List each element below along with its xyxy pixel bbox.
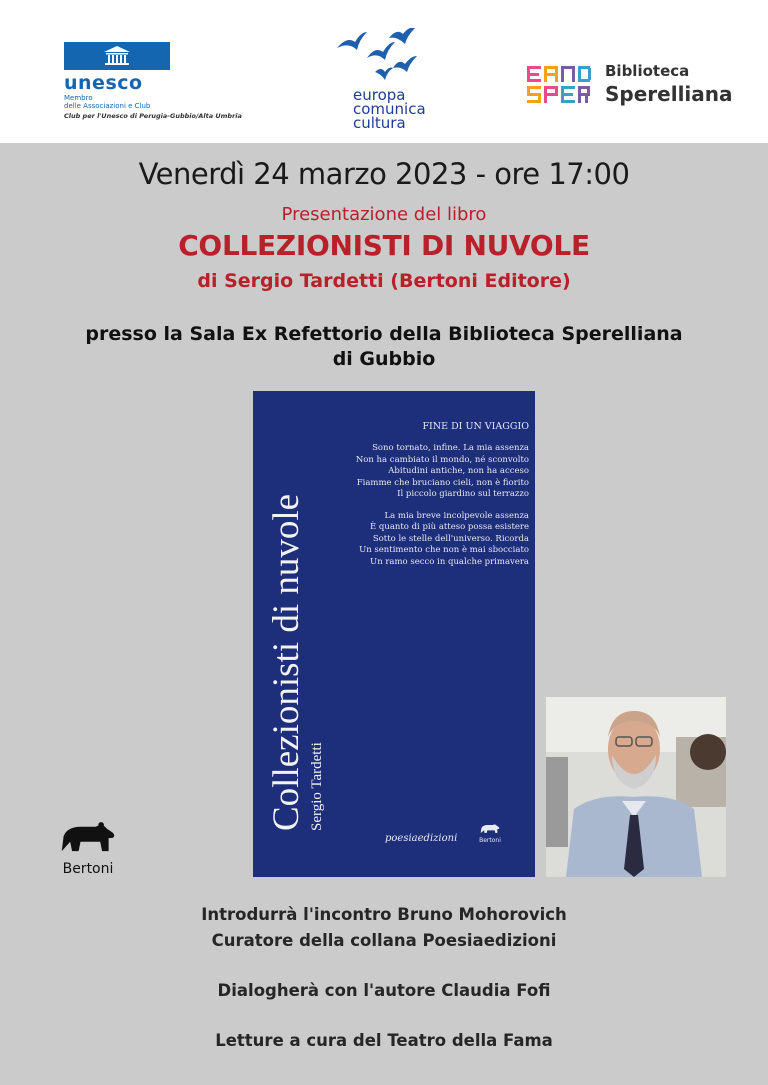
book-title: COLLEZIONISTI DI NUVOLE: [178, 229, 590, 262]
biblioteca-label: Biblioteca: [605, 62, 690, 80]
credits: [0, 902, 768, 1054]
poem-line: Sotto le stelle dell'universo. Ricorda: [372, 533, 529, 544]
europa-comunica-cultura-logo: [333, 28, 443, 130]
cover-series-label: poesiaedizioni: [385, 833, 458, 844]
credits-readings: Letture a cura del Teatro della Fama: [215, 1031, 553, 1050]
poem-title: FINE DI UN VIAGGIO: [422, 421, 529, 432]
poem-line: Il piccolo giardino sul terrazzo: [397, 489, 529, 499]
credits-spacer: [0, 1004, 768, 1028]
author-line: di Sergio Tardetti (Bertoni Editore): [197, 270, 571, 292]
poem-line: La mia breve incolpevole assenza: [384, 510, 529, 521]
bear-icon: [58, 821, 118, 855]
cover-vertical-title: Collezionisti di nuvole: [266, 493, 307, 831]
venue-line1: presso la Sala Ex Refettorio della Biblioteca Sperelliana: [85, 323, 683, 345]
poem-line: È quanto di più atteso possa esistere: [370, 522, 529, 532]
venue-line2: di Gubbio: [332, 348, 436, 370]
poem-stanza-gap: [329, 501, 529, 511]
venue: [0, 322, 768, 372]
unesco-temple-icon: [64, 42, 170, 70]
credits-intro-line2: Curatore della collana Poesiaedizioni: [211, 931, 557, 950]
poem-line: Fiamme che bruciano cieli, non è fiorito: [356, 477, 529, 488]
cover-vertical-author: Sergio Tardetti: [309, 742, 325, 831]
poem-line: Non ha cambiato il mondo, né sconvolto: [355, 454, 529, 465]
unesco-member-line2: delle Associazioni e Club: [64, 102, 151, 110]
europa-line1: europa: [353, 86, 406, 104]
sperelliana-label: Sperelliana: [605, 82, 733, 106]
credits-dialogue: Dialogherà con l'autore Claudia Fofi: [217, 981, 551, 1000]
cover-publisher-logo: [478, 823, 502, 844]
unesco-club-line: Club per l'Unesco di Perugia-Gubbio/Alta Umbria: [64, 112, 242, 120]
biblioteca-sperelliana-logo: [525, 62, 733, 110]
credits-spacer: [0, 954, 768, 978]
poem-text: [329, 443, 529, 568]
poem-line: Abitudini antiche, non ha acceso: [388, 466, 529, 476]
author-photo: [546, 697, 726, 877]
bertoni-label: Bertoni: [62, 861, 114, 877]
book-cover: [253, 391, 535, 877]
unesco-member-line1: Membro: [64, 94, 93, 102]
bertoni-logo: [56, 821, 120, 877]
cover-publisher-label: Bertoni: [479, 837, 501, 844]
bear-icon: [479, 823, 501, 835]
poem-line: Un sentimento che non è mai sbocciato: [359, 545, 529, 555]
presentation-label: Presentazione del libro: [281, 204, 487, 225]
europa-line2: comunica: [353, 100, 426, 118]
birds-icon: [333, 28, 423, 84]
event-date: Venerdì 24 marzo 2023 - ore 17:00: [138, 157, 630, 191]
biblioteca-mark-icon: [525, 62, 597, 106]
poem-line: Un ramo secco in qualche primavera: [370, 556, 529, 567]
credits-intro-line1: Introdurrà l'incontro Bruno Mohorovich: [201, 905, 567, 924]
header-bar: [0, 0, 768, 143]
poem-line: Sono tornato, infine. La mia assenza: [372, 443, 529, 453]
europa-line3: cultura: [353, 114, 406, 132]
unesco-wordmark: unesco: [64, 72, 143, 94]
unesco-logo: [64, 42, 244, 120]
